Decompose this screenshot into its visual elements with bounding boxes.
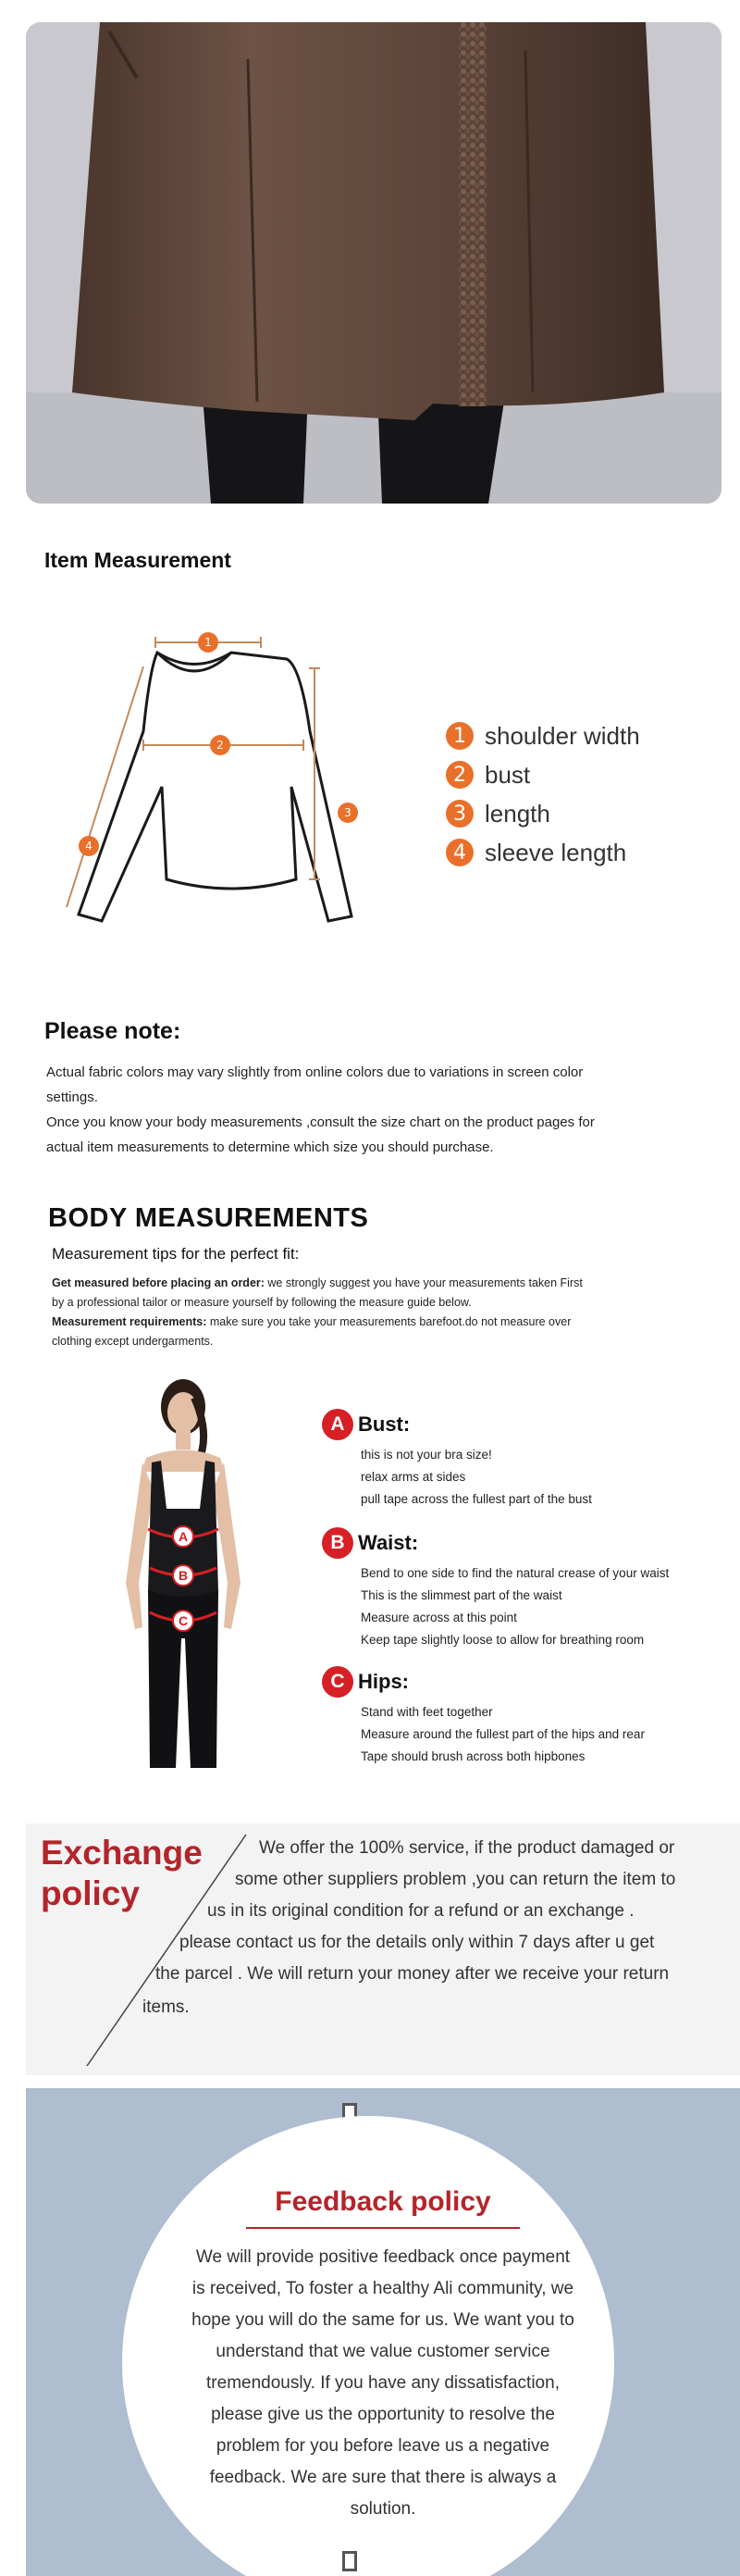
note-title: Please note: (44, 1018, 181, 1044)
bust-line: this is not your bra size! (361, 1448, 492, 1462)
exchange-line: the parcel . We will return your money after we receive your return (155, 1964, 670, 1984)
legend-item (446, 716, 640, 755)
legend-number: 3 (446, 800, 474, 828)
feedback-policy-panel (26, 2088, 740, 2576)
diagram-marker-3: 3 (344, 806, 352, 819)
exchange-line: items. (142, 1997, 190, 2017)
item-measurement-title: Item Measurement (44, 548, 231, 572)
waist-line: This is the slimmest part of the waist (361, 1588, 562, 1602)
bust-line: relax arms at sides (361, 1470, 466, 1484)
note-line: Once you know your body measurements ,consult the size chart on the product pages for (46, 1114, 595, 1130)
legend-label: bust (485, 760, 531, 789)
feedback-line: understand that we value customer service (216, 2342, 550, 2361)
bust-badge: A (322, 1409, 353, 1440)
waist-line: Measure across at this point (361, 1611, 517, 1624)
hips-title: Hips: (358, 1670, 409, 1693)
legend-item (446, 833, 640, 872)
waist-line: Bend to one side to find the natural crease of your waist (361, 1566, 670, 1580)
waist-badge: B (322, 1527, 353, 1559)
hips-line: Tape should brush across both hipbones (361, 1749, 586, 1763)
model-marker-a: A (178, 1529, 189, 1544)
exchange-line: please contact us for the details only within 7 days after u get (179, 1933, 655, 1952)
feedback-title: Feedback policy (275, 2186, 491, 2217)
feedback-line: please give us the opportunity to resolve the (211, 2405, 555, 2424)
diagram-marker-2: 2 (216, 739, 224, 752)
feedback-line: tremendously. If you have any dissatisfaction, (206, 2373, 560, 2393)
note-line: actual item measurements to determine which size you should purchase. (46, 1139, 494, 1155)
tips-body (52, 1274, 699, 1351)
feedback-line: is received, To foster a healthy Ali community, we (191, 2279, 574, 2298)
diagram-marker-1: 1 (204, 636, 212, 649)
bust-title: Bust: (358, 1412, 411, 1436)
feedback-line: feedback. We are sure that there is always a (209, 2468, 557, 2487)
garment-measure-diagram (46, 602, 407, 935)
feedback-line: We will provide positive feedback once payment (195, 2247, 571, 2267)
hips-line: Measure around the fullest part of the hips and rear (361, 1727, 645, 1741)
waist-title: Waist: (358, 1531, 419, 1554)
exchange-line: us in its original condition for a refund or an exchange . (207, 1901, 635, 1921)
model-figure (109, 1370, 257, 1777)
hips-block (322, 1666, 645, 1768)
feedback-title-rule (246, 2227, 520, 2229)
legend-label: sleeve length (485, 838, 627, 866)
legend-label: length (485, 799, 550, 828)
model-marker-c: C (178, 1613, 189, 1628)
bust-line: pull tape across the fullest part of the bust (361, 1492, 592, 1506)
hips-line: Stand with feet together (361, 1705, 493, 1719)
tip-line: clothing except undergarments. (52, 1335, 214, 1348)
note-line: Actual fabric colors may vary slightly from online colors due to variations in screen color (46, 1064, 584, 1080)
waist-line: Keep tape slightly loose to allow for breathing room (361, 1633, 645, 1647)
tip-line: Get measured before placing an order: we strongly suggest you have your measurements taken First (52, 1276, 583, 1289)
exchange-policy-panel (26, 1823, 740, 2075)
legend-item (446, 794, 640, 833)
legend-number: 4 (446, 839, 474, 866)
model-marker-b: B (178, 1568, 189, 1583)
tip-line: Measurement requirements: make sure you take your measurements barefoot.do not measure over (52, 1315, 572, 1328)
waist-block (322, 1527, 669, 1651)
exchange-line: We offer the 100% service, if the product damaged or (259, 1838, 675, 1858)
measurement-legend (446, 716, 640, 872)
legend-number: 1 (446, 722, 474, 750)
feedback-line: hope you will do the same for us. We want you to (191, 2310, 574, 2330)
diagram-marker-4: 4 (85, 840, 92, 852)
card-hook-bottom (342, 2551, 357, 2571)
feedback-line: solution. (350, 2499, 416, 2519)
bust-block (322, 1409, 592, 1511)
exchange-line: some other suppliers problem ,you can return the item to (235, 1870, 676, 1889)
note-line: settings. (46, 1089, 98, 1105)
note-body (46, 1060, 694, 1160)
legend-label: shoulder width (485, 721, 640, 750)
tip-line: by a professional tailor or measure yourself by following the measure guide below. (52, 1296, 472, 1309)
legend-item (446, 755, 640, 794)
tips-title: Measurement tips for the perfect fit: (52, 1245, 300, 1263)
body-measurements-title: BODY MEASUREMENTS (48, 1203, 369, 1233)
product-photo (26, 22, 722, 504)
exchange-title: Exchange policy (41, 1834, 203, 1912)
feedback-line: problem for you before leave us a negative (216, 2436, 550, 2456)
hips-badge: C (322, 1666, 353, 1698)
legend-number: 2 (446, 761, 474, 789)
